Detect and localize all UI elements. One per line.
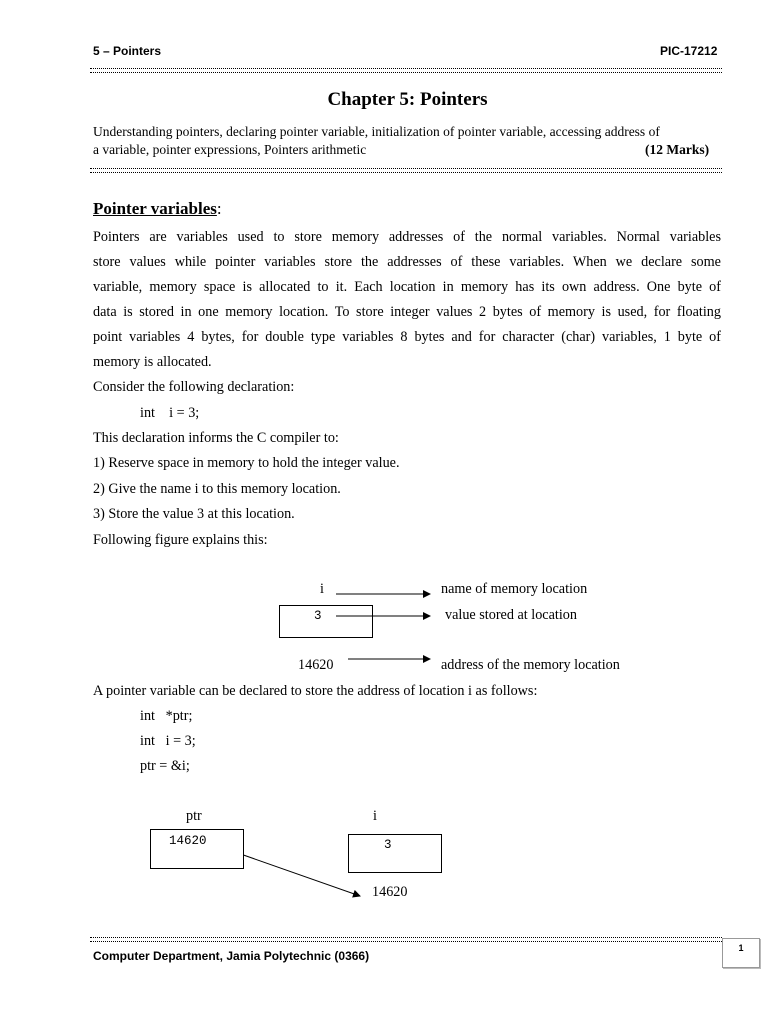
syllabus-line-2: a variable, pointer expressions, Pointers arithmetic [93,142,367,157]
consider-text: Consider the following declaration: [93,379,295,395]
section-heading-colon: : [216,199,222,218]
fig1-value: 3 [314,609,322,623]
para-line-4: data is stored in one memory location. To store integer values 2 bytes of memory is used, for floating [93,304,721,320]
fig2-ptr-value: 14620 [169,834,207,848]
para-line-1: Pointers are variables used to store memory addresses of the normal variables. Normal variables [93,229,721,245]
pointer-code-3: ptr = &i; [140,758,190,774]
step-3: 3) Store the value 3 at this location. [93,506,295,522]
fig2-i-box [348,834,442,873]
marks-label: (12 Marks) [645,142,710,157]
fig2-i-value: 3 [384,838,392,852]
fig2-i-address: 14620 [372,884,408,900]
para-line-6: memory is allocated. [93,354,212,370]
fig2-i-label: i [373,808,377,824]
pointer-code-1: int *ptr; [140,708,193,724]
fig2-ptr-label: ptr [186,808,202,824]
fig1-var-name: i [320,581,324,597]
pointer-intro: A pointer variable can be declared to store the address of location i as follows: [93,683,538,699]
header-chapter-label: 5 – Pointers [93,44,162,58]
step-1: 1) Reserve space in memory to hold the integer value. [93,455,400,471]
para-line-3: variable, memory space is allocated to it. Each location in memory has its own address. One byte of [93,279,721,295]
footer-department: Computer Department, Jamia Polytechnic (0366) [93,949,370,963]
chapter-title: Chapter 5: Pointers [327,89,488,110]
para-line-2: store values while pointer variables store the addresses of these variables. When we declare some [93,254,721,270]
para-line-5: point variables 4 bytes, for double type variables 8 bytes and for character (char) variables, 1 byte of [93,329,721,345]
fig1-value-label: value stored at location [445,607,577,623]
pointer-code-2: int i = 3; [140,733,196,749]
fig1-address-label: address of the memory location [441,657,620,673]
footer-divider [90,937,722,942]
fig1-address: 14620 [298,657,334,673]
step-2: 2) Give the name i to this memory location. [93,481,341,497]
header-course-code: PIC-17212 [660,44,718,58]
section-heading-text: Pointer variables [93,199,217,218]
page-number: 1 [722,938,760,968]
fig1-name-label: name of memory location [441,581,588,597]
syllabus-line-1: Understanding pointers, declaring pointer variable, initialization of pointer variable, accessing address of [93,124,660,139]
fig2-pointer-arrow [232,851,360,896]
informs-text: This declaration informs the C compiler to: [93,430,339,446]
figure-intro: Following figure explains this: [93,532,268,548]
declaration-code: int i = 3; [140,405,200,421]
